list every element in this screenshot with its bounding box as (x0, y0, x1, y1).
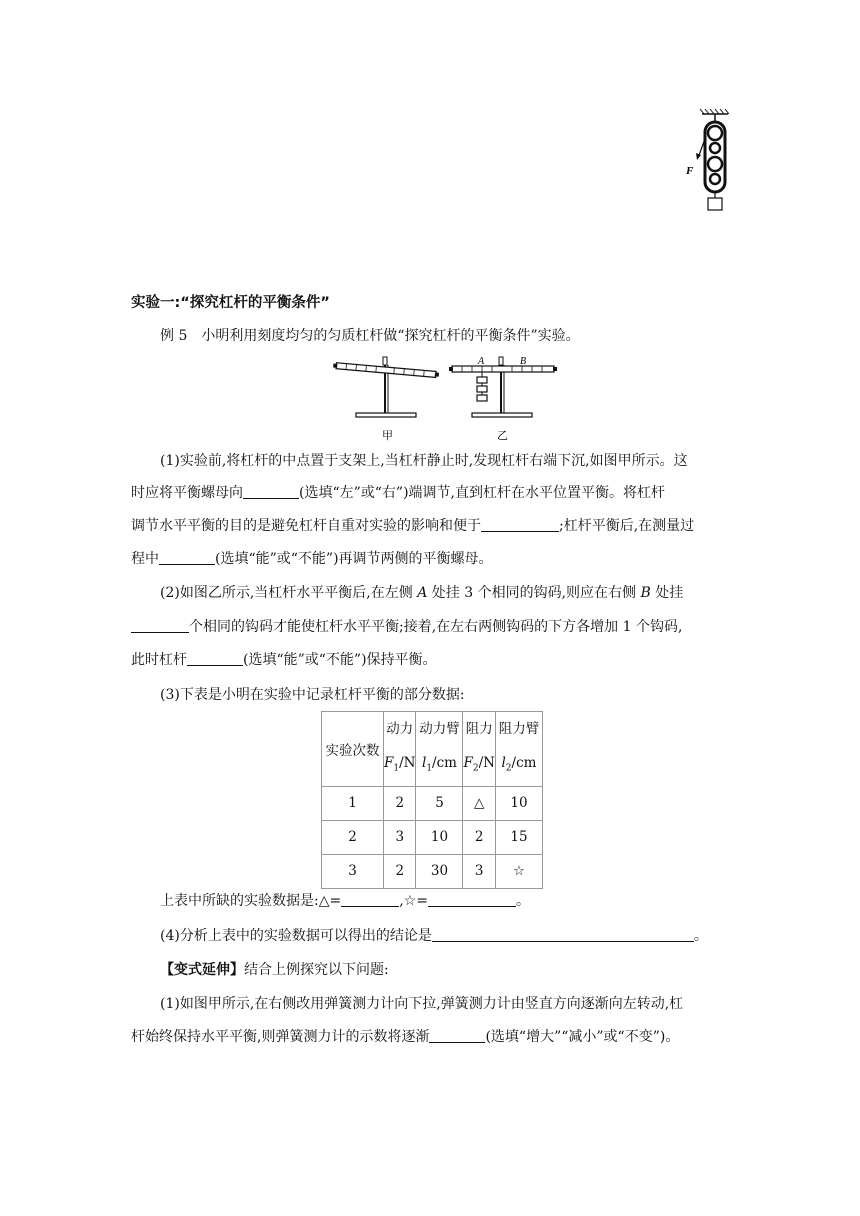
q1-line2: 时应将平衡螺母向 (选填“左”或“右”)端调节,直到杠杆在水平位置平衡。将杠杆 (131, 485, 666, 501)
answer-blank[interactable] (187, 651, 243, 666)
lever-figure-yi (449, 356, 557, 442)
q4-line: (4)分析上表中的实验数据可以得出的结论是 。 (160, 928, 708, 944)
table-cell: 3 (463, 854, 495, 888)
force-label: F (686, 165, 694, 177)
answer-blank[interactable] (243, 484, 299, 499)
example-intro: 例 5 小明利用刻度均匀的匀质杠杆做“探究杠杆的平衡条件”实验。 (160, 328, 580, 344)
table-header-cell: 动力臂 $l_1/cm$ (416, 712, 463, 787)
table-cell: 3 (322, 854, 384, 888)
table-cell: 2 (384, 854, 416, 888)
answer-blank[interactable] (432, 927, 694, 942)
table-cell: △ (463, 786, 495, 820)
section-title: 实验一:“探究杠杆的平衡条件” (131, 295, 330, 311)
table-header-cell: 实验次数 (322, 712, 384, 787)
q1-line4: 程中 (选填“能”或“不能”)再调节两侧的平衡螺母。 (131, 551, 493, 567)
answer-blank[interactable] (131, 618, 189, 633)
q2-line1: (2)如图乙所示,当杠杆水平平衡后,在左侧 A 处挂 3 个相同的钩码,则应在右侧 B 处挂 (160, 585, 684, 601)
table-cell: 5 (416, 786, 463, 820)
table-row (322, 854, 543, 888)
table-header-row (322, 712, 543, 787)
q2-line3: 此时杠杆 (选填“能”或“不能”)保持平衡。 (131, 652, 437, 668)
table-cell: 10 (416, 820, 463, 854)
q1-line1: (1)实验前,将杠杆的中点置于支架上,当杠杆静止时,发现杠杆右端下沉,如图甲所示。这 (160, 453, 688, 469)
data-table (321, 711, 543, 889)
table-cell: 3 (384, 820, 416, 854)
answer-blank[interactable] (341, 892, 399, 907)
table-header-cell: 阻力 $F_2/N$ (463, 712, 495, 787)
hook-weight (477, 395, 487, 401)
hook-weight (477, 386, 487, 392)
lever-figure-jia (333, 357, 439, 442)
caption-yi: 乙 (497, 429, 508, 442)
extension-q1-line1: (1)如图甲所示,在右侧改用弹簧测力计向下拉,弹簧测力计由竖直方向逐渐向左转动,杠 (160, 996, 684, 1012)
extension-title: 【变式延伸】结合上例探究以下问题: (160, 962, 389, 978)
point-b-label: B (520, 356, 527, 367)
table-cell: 2 (322, 820, 384, 854)
q1-line3: 调节水平平衡的目的是避免杠杆自重对实验的影响和便于 ;杠杆平衡后,在测量过 (131, 518, 695, 534)
table-cell: 15 (495, 820, 542, 854)
table-cell: 1 (322, 786, 384, 820)
table-cell: 30 (416, 854, 463, 888)
table-row (322, 786, 543, 820)
table-cell: 2 (463, 820, 495, 854)
q3-missing-data-line: 上表中所缺的实验数据是:△= ,☆= 。 (160, 893, 530, 909)
caption-jia: 甲 (382, 429, 393, 442)
answer-blank[interactable] (428, 892, 516, 907)
table-header-cell: 阻力臂 $l_2/cm$ (495, 712, 542, 787)
answer-blank[interactable] (159, 550, 215, 565)
pulley-system-figure (684, 108, 734, 212)
hook-weight (477, 377, 487, 383)
extension-q1-line2: 杆始终保持水平平衡,则弹簧测力计的示数将逐渐 (选填“增大”“减小”或“不变”)。 (131, 1029, 680, 1045)
q3-line1: (3)下表是小明在实验中记录杠杆平衡的部分数据: (160, 687, 465, 703)
table-header-cell: 动力 $F_1/N$ (384, 712, 416, 787)
lever-figures (332, 355, 562, 443)
answer-blank[interactable] (481, 517, 559, 532)
q2-line2: 个相同的钩码才能使杠杆水平平衡;接着,在左右两侧钩码的下方各增加 1 个钩码, (131, 617, 682, 637)
point-a-label: A (478, 356, 485, 367)
table-row (322, 820, 543, 854)
table-cell: 10 (495, 786, 542, 820)
table-cell: ☆ (495, 854, 542, 888)
answer-blank[interactable] (429, 1028, 485, 1043)
table-cell: 2 (384, 786, 416, 820)
